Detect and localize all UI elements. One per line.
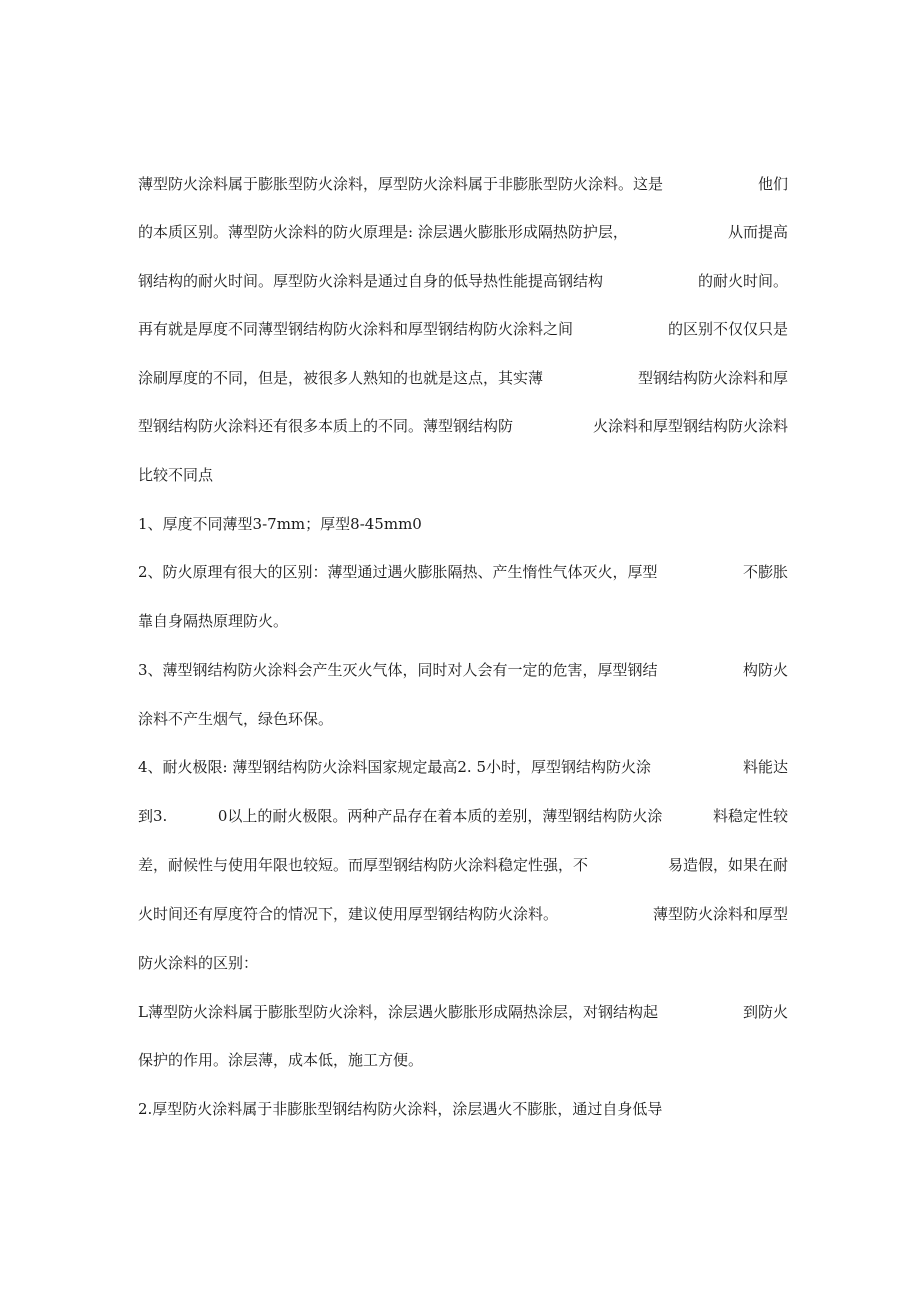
line-segment: 到防火	[742, 1003, 788, 1021]
line-segment: 料稳定性较	[712, 807, 788, 825]
line-segment: 从而提高	[727, 223, 788, 241]
line-segment: 的耐火时间。	[697, 272, 788, 290]
line-segment: 防火涂料的区别：	[138, 954, 259, 972]
line-segment: L薄型防火涂料属于膨胀型防火涂料，涂层遇火膨胀形成隔热涂层，对钢结构起	[138, 1003, 658, 1021]
line-segment: 到3.	[138, 807, 168, 825]
line-segment: 不膨胀	[742, 563, 788, 581]
line-segment: 火涂料和厚型钢结构防火涂料	[592, 417, 788, 435]
text-line	[138, 904, 788, 924]
line-segment: 2.厚型防火涂料属于非膨胀型钢结构防火涂料，涂层遇火不膨胀，通过自身低导	[138, 1100, 663, 1118]
text-line	[138, 271, 788, 291]
text-line	[138, 757, 788, 777]
text-line	[138, 855, 788, 875]
line-segment: 型钢结构防火涂料和厚	[637, 369, 788, 387]
line-segment: 火时间还有厚度符合的情况下，建议使用厚型钢结构防火涂料。	[138, 905, 559, 923]
text-line	[138, 709, 788, 729]
line-segment: 的区别不仅仅只是	[667, 320, 788, 338]
text-line	[138, 806, 788, 826]
line-segment: 差，耐候性与使用年限也较短。而厚型钢结构防火涂料稳定性强，不	[138, 856, 589, 874]
text-line	[138, 174, 788, 194]
line-segment: 涂料不产生烟气，绿色环保。	[138, 710, 334, 728]
line-segment: 4、耐火极限: 薄型钢结构防火涂料国家规定最高2. 5小时，厚型钢结构防火涂	[138, 758, 651, 776]
line-segment: 0以上的耐火极限。两种产品存在着本质的差别，薄型钢结构防火涂	[217, 807, 663, 825]
line-segment: 他们	[757, 175, 788, 193]
text-line	[138, 514, 788, 534]
line-segment: 2、防火原理有很大的区别：薄型通过遇火膨胀隔热、产生惰性气体灭火，厚型	[138, 563, 658, 581]
line-segment: 型钢结构防火涂料还有很多本质上的不同。薄型钢结构防	[138, 417, 514, 435]
line-segment: 构防火	[742, 661, 788, 679]
line-segment: 保护的作用。涂层薄，成本低，施工方便。	[138, 1051, 424, 1069]
line-segment: 涂刷厚度的不同，但是，被很多人熟知的也就是这点，其实薄	[138, 369, 544, 387]
text-line	[138, 1002, 788, 1022]
line-segment: 比较不同点	[138, 466, 214, 484]
text-line	[138, 953, 788, 973]
text-line	[138, 368, 788, 388]
text-line	[138, 660, 788, 680]
line-segment: 靠自身隔热原理防火。	[138, 612, 289, 630]
text-line	[138, 465, 788, 485]
line-segment: 薄型防火涂料属于膨胀型防火涂料，厚型防火涂料属于非膨胀型防火涂料。这是	[138, 175, 664, 193]
text-line	[138, 319, 788, 339]
line-segment: 薄型防火涂料和厚型	[652, 905, 788, 923]
text-line	[138, 562, 788, 582]
text-line	[138, 222, 788, 242]
line-segment: 3、薄型钢结构防火涂料会产生灭火气体，同时对人会有一定的危害，厚型钢结	[138, 661, 658, 679]
line-segment: 钢结构的耐火时间。厚型防火涂料是通过自身的低导热性能提高钢结构	[138, 272, 604, 290]
text-line	[138, 611, 788, 631]
line-segment: 料能达	[742, 758, 788, 776]
line-segment: 易造假，如果在耐	[667, 856, 788, 874]
text-line	[138, 416, 788, 436]
line-segment: 再有就是厚度不同薄型钢结构防火涂料和厚型钢结构防火涂料之间	[138, 320, 574, 338]
text-line	[138, 1099, 788, 1119]
line-segment: 的本质区别。薄型防火涂料的防火原理是: 涂层遇火膨胀形成隔热防护层，	[138, 223, 628, 241]
line-segment: 1、厚度不同薄型3-7mm；厚型8-45mm0	[138, 515, 422, 533]
text-line	[138, 1050, 788, 1070]
